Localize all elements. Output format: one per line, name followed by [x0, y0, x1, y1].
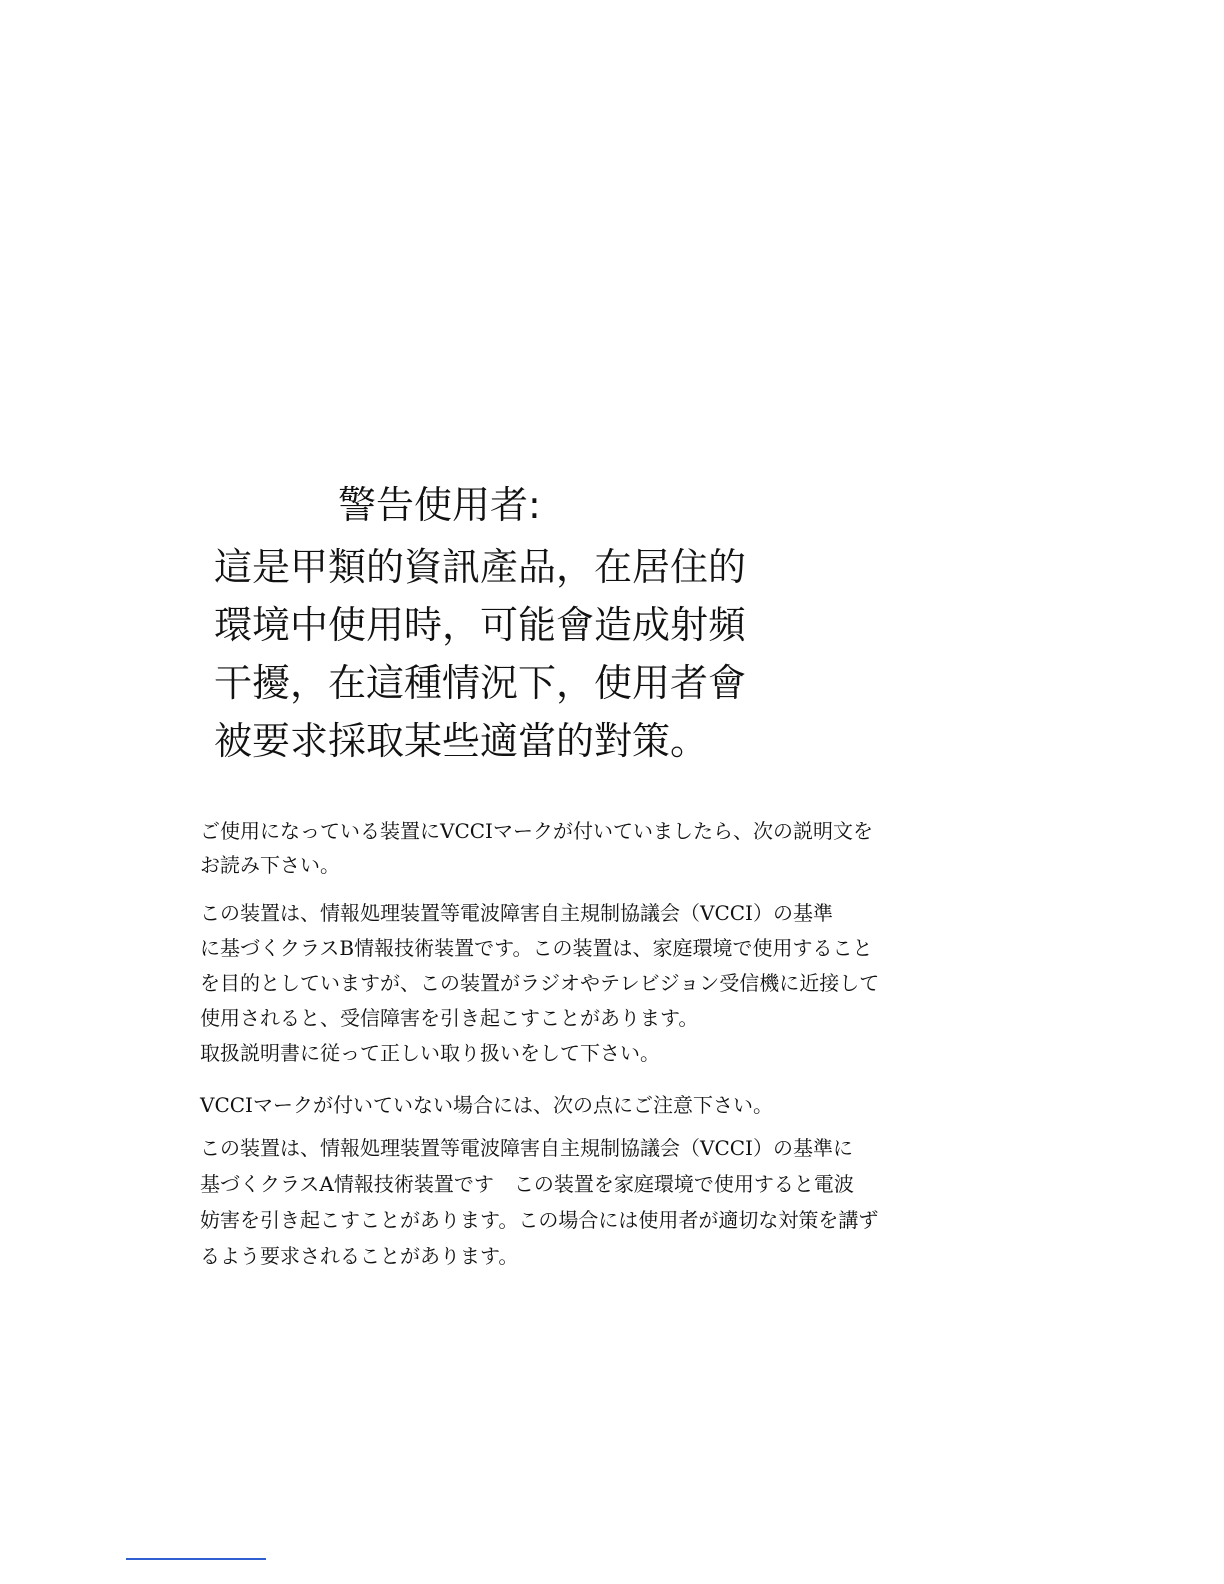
warning-line: 這是甲類的資訊產品，在居住的	[214, 545, 747, 589]
class-b-line: 取扱説明書に従って正しい取り扱いをして下さい。	[200, 1041, 660, 1065]
warning-line: 被要求採取某些適當的對策。	[214, 719, 709, 763]
vcci-intro-line: ご使用になっている装置にVCCIマークが付いていましたら、次の説明文を	[200, 819, 873, 843]
class-a-line: るよう要求されることがあります。	[200, 1244, 519, 1268]
footer-rule	[126, 1558, 266, 1560]
class-a-line: 妨害を引き起こすことがあります。この場合には使用者が適切な対策を講ず	[200, 1208, 879, 1232]
vcci-intro	[200, 814, 980, 882]
class-b-line: 使用されると、受信障害を引き起こすことがあります。	[200, 1006, 699, 1030]
no-mark-line: VCCIマークが付いていない場合には、次の点にご注意下さい。	[200, 1093, 773, 1117]
vcci-no-mark-notice	[200, 1088, 980, 1122]
warning-line: 干擾，在這種情況下，使用者會	[214, 661, 747, 705]
vcci-class-b-statement	[200, 896, 980, 1071]
taiwan-bsmi-warning	[214, 480, 814, 770]
vcci-intro-line: お読み下さい。	[200, 853, 340, 877]
class-b-line: を目的としていますが、この装置がラジオやテレビジョン受信機に近接して	[200, 971, 880, 995]
class-b-line: この装置は、情報処理装置等電波障害自主規制協議会（VCCI）の基準	[200, 901, 833, 925]
class-a-line: この装置は、情報処理装置等電波障害自主規制協議会（VCCI）の基準に	[200, 1136, 853, 1160]
class-b-line: に基づくクラスB情報技術装置です。この装置は、家庭環境で使用すること	[200, 936, 873, 960]
class-a-line: 基づくクラスA情報技術装置です この装置を家庭環境で使用すると電波	[200, 1172, 854, 1196]
warning-line: 環境中使用時，可能會造成射頻	[214, 603, 747, 647]
warning-title: 警告使用者:	[338, 483, 541, 527]
vcci-class-a-statement	[200, 1130, 980, 1274]
